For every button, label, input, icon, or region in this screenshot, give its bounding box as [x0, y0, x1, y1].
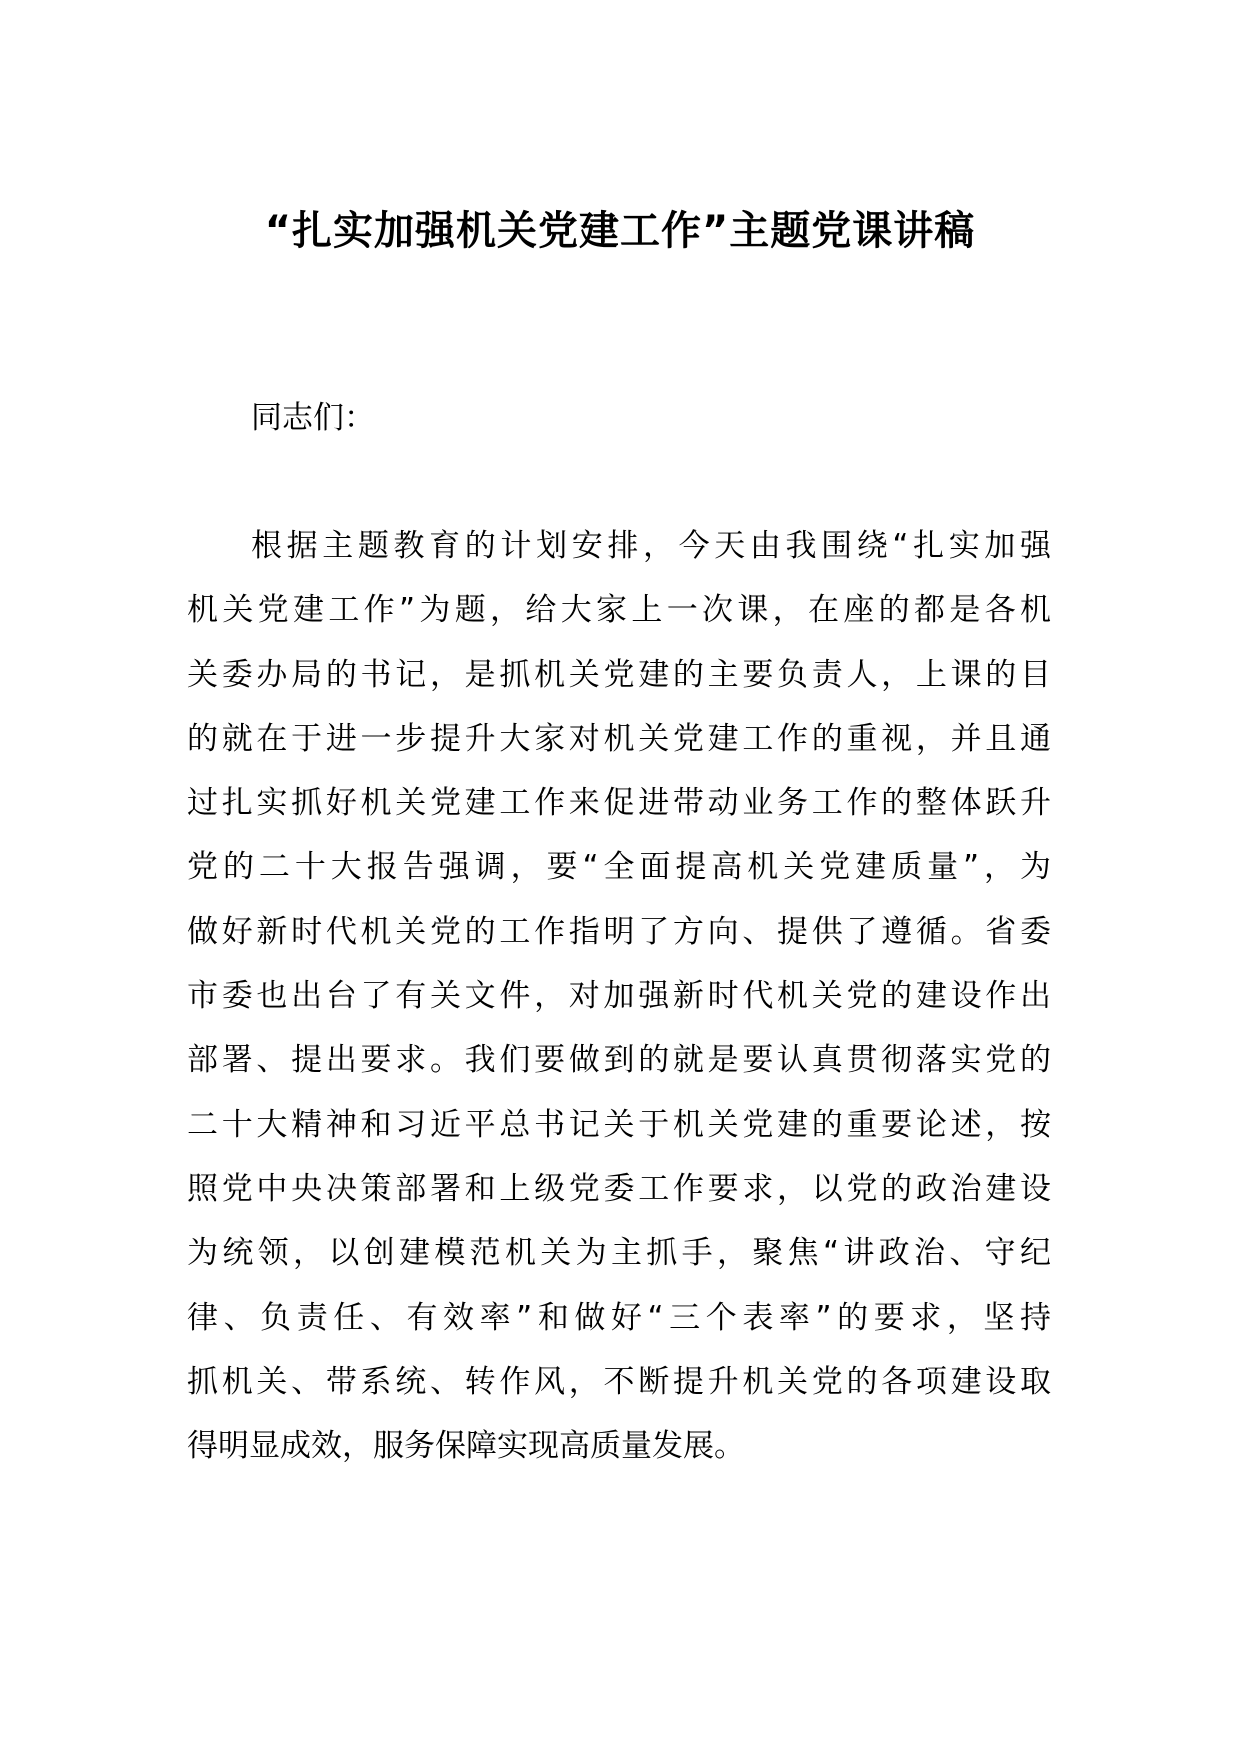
paragraph-line: 关委办局的书记，是抓机关党建的主要负责人，上课的目: [187, 656, 1051, 693]
body-paragraph: [187, 524, 1057, 1488]
paragraph-line: 二十大精神和习近平总书记关于机关党建的重要论述，按: [187, 1106, 1051, 1143]
document-title: “扎实加强机关党建工作”主题党课讲稿: [264, 208, 976, 254]
paragraph-line: 市委也出台了有关文件，对加强新时代机关党的建设作出: [187, 978, 1051, 1015]
paragraph-line: 机关党建工作”为题，给大家上一次课，在座的都是各机: [187, 592, 1051, 629]
paragraph-line: 的就在于进一步提升大家对机关党建工作的重视，并且通: [187, 720, 1051, 757]
paragraph-line: 得明显成效，服务保障实现高质量发展。: [187, 1428, 745, 1465]
paragraph-line: 党的二十大报告强调，要“全面提高机关党建质量”，为: [187, 849, 1051, 886]
paragraph-line: 过扎实抓好机关党建工作来促进带动业务工作的整体跃升: [187, 785, 1051, 822]
paragraph-line: 为统领，以创建模范机关为主抓手，聚焦“讲政治、守纪: [187, 1235, 1051, 1272]
paragraph-line: 照党中央决策部署和上级党委工作要求，以党的政治建设: [187, 1170, 1051, 1207]
paragraph-line: 部署、提出要求。我们要做到的就是要认真贯彻落实党的: [187, 1042, 1051, 1079]
salutation: 同志们：: [251, 400, 375, 436]
paragraph-line: 律、负责任、有效率”和做好“三个表率”的要求，坚持: [187, 1299, 1051, 1336]
paragraph-line: 做好新时代机关党的工作指明了方向、提供了遵循。省委: [187, 913, 1051, 950]
paragraph-line: 根据主题教育的计划安排，今天由我围绕“扎实加强: [251, 528, 1051, 564]
paragraph-line: 抓机关、带系统、转作风，不断提升机关党的各项建设取: [187, 1363, 1051, 1400]
